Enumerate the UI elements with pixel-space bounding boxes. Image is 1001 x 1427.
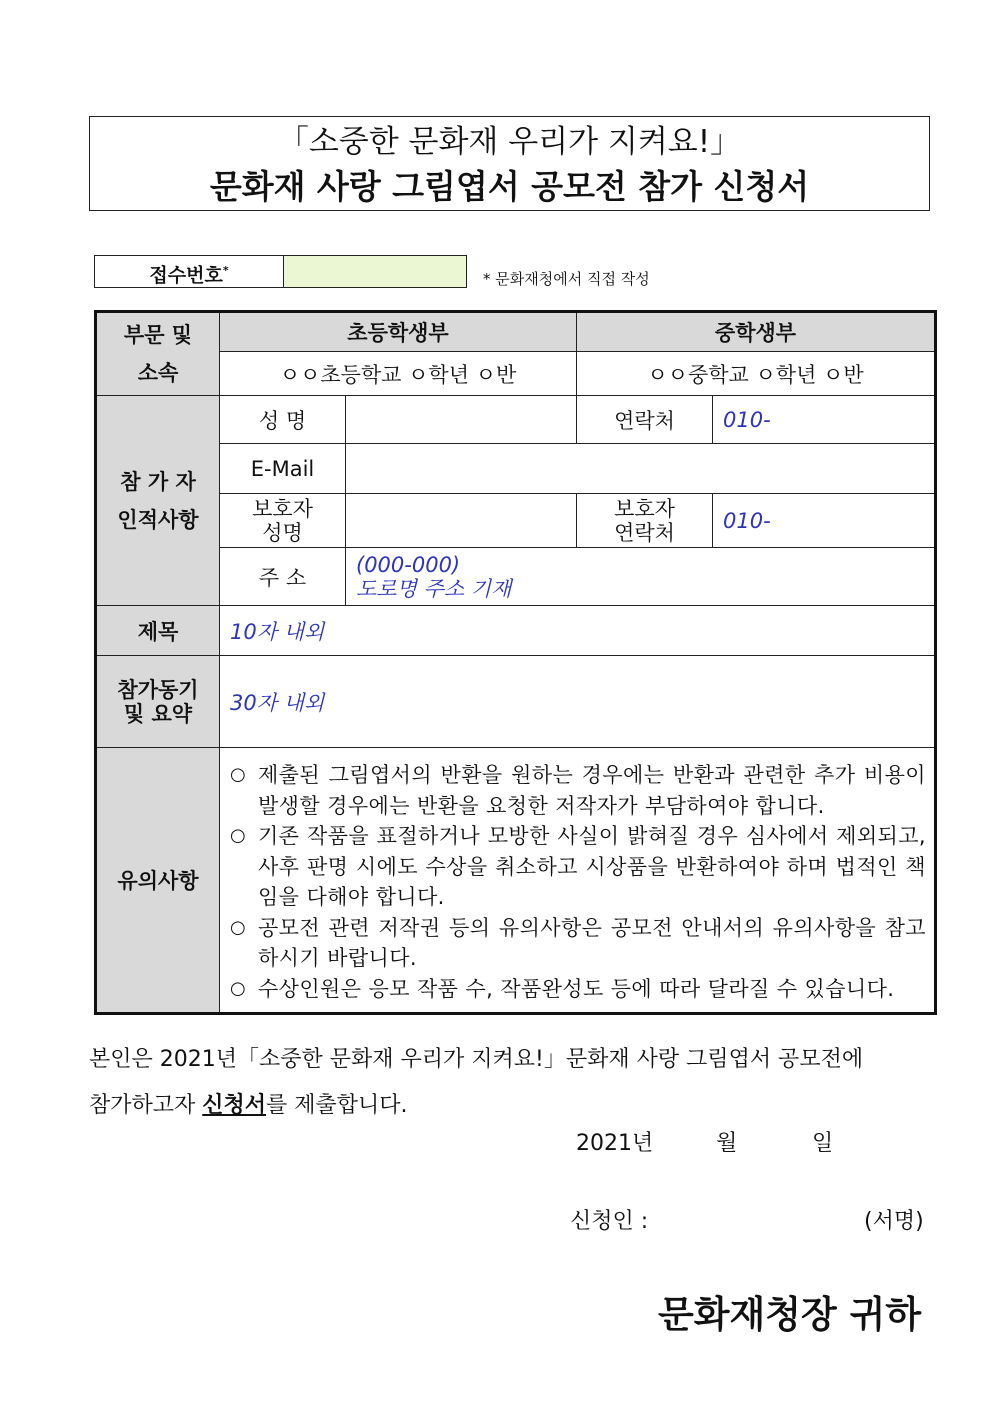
receipt-number-field[interactable] xyxy=(284,256,466,287)
guardian-name-field[interactable] xyxy=(346,494,577,548)
name-label: 성 명 xyxy=(220,396,346,444)
email-label: E-Mail xyxy=(220,444,346,494)
applicant-label: 신청인 : xyxy=(570,1209,649,1234)
title-label: 제목 xyxy=(96,606,220,656)
date-day: 일 xyxy=(812,1131,834,1156)
circle-bullet-icon: ○ xyxy=(230,825,246,846)
title-field[interactable]: 10자 내외 xyxy=(220,606,936,656)
note-item: ○ 공모전 관련 저작권 등의 유의사항은 공모전 안내서의 유의사항을 참고하시기 바랍니다. xyxy=(230,913,926,974)
form-title: 문화재 사랑 그림엽서 공모전 참가 신청서 xyxy=(209,167,810,206)
date-month: 월 xyxy=(716,1131,738,1156)
note-item: ○ 기존 작품을 표절하거나 모방한 사실이 밝혀질 경우 심사에서 제외되고, 사후 판명 시에도 수상을 취소하고 시상품을 반환하여야 하며 법적인 책임을 다해야 합니다. xyxy=(230,821,926,913)
notes-list xyxy=(220,748,936,1014)
section-label-cell: 부문 및 소속 xyxy=(96,312,220,396)
middle-affiliation[interactable]: ㅇㅇ중학교 ㅇ학년 ㅇ반 xyxy=(577,352,936,396)
guardian-contact-label: 보호자 연락처 xyxy=(577,494,713,548)
application-emphasis: 신청서 xyxy=(202,1093,267,1118)
application-form-table xyxy=(94,310,937,1015)
motive-field[interactable]: 30자 내외 xyxy=(220,656,936,748)
guardian-name-label: 보호자 성명 xyxy=(220,494,346,548)
guardian-contact-field[interactable]: 010- xyxy=(713,494,936,548)
notes-label: 유의사항 xyxy=(96,748,220,1014)
addressee: 문화재청장 귀하 xyxy=(658,1293,922,1336)
contact-field[interactable]: 010- xyxy=(713,396,936,444)
circle-bullet-icon: ○ xyxy=(230,764,246,785)
elementary-division-header: 초등학생부 xyxy=(220,312,577,352)
circle-bullet-icon: ○ xyxy=(230,916,246,938)
form-title-box xyxy=(89,116,930,211)
form-title-slogan: 「소중한 문화재 우리가 지켜요!」 xyxy=(277,124,742,160)
receipt-number-label: 접수번호* xyxy=(95,256,284,287)
receipt-note: * 문화재청에서 직접 작성 xyxy=(483,270,650,288)
middle-division-header: 중학생부 xyxy=(577,312,936,352)
address-field[interactable]: (000-000) 도로명 주소 기재 xyxy=(346,548,936,606)
address-label: 주 소 xyxy=(220,548,346,606)
note-item: ○ 제출된 그림엽서의 반환을 원하는 경우에는 반환과 관련한 추가 비용이 발생할 경우에는 반환을 요청한 저작자가 부담하여야 합니다. xyxy=(230,760,926,821)
contact-label: 연락처 xyxy=(577,396,713,444)
note-item: ○ 수상인원은 응모 작품 수, 작품완성도 등에 따라 달라질 수 있습니다. xyxy=(230,974,926,1005)
email-field[interactable] xyxy=(346,444,936,494)
motive-label: 참가동기 및 요약 xyxy=(96,656,220,748)
applicant-statement: 본인은 2021년「소중한 문화재 우리가 지켜요!」문화재 사랑 그림엽서 공모전에 참가하고자 신청서를 제출합니다. xyxy=(89,1047,864,1118)
receipt-number-box xyxy=(94,255,467,288)
participant-label-cell: 참 가 자 인적사항 xyxy=(96,396,220,606)
signature-placeholder: (서명) xyxy=(864,1209,924,1234)
date-year: 2021년 xyxy=(576,1131,654,1156)
elementary-affiliation[interactable]: ㅇㅇ초등학교 ㅇ학년 ㅇ반 xyxy=(220,352,577,396)
name-field[interactable] xyxy=(346,396,577,444)
circle-bullet-icon: ○ xyxy=(230,977,246,999)
